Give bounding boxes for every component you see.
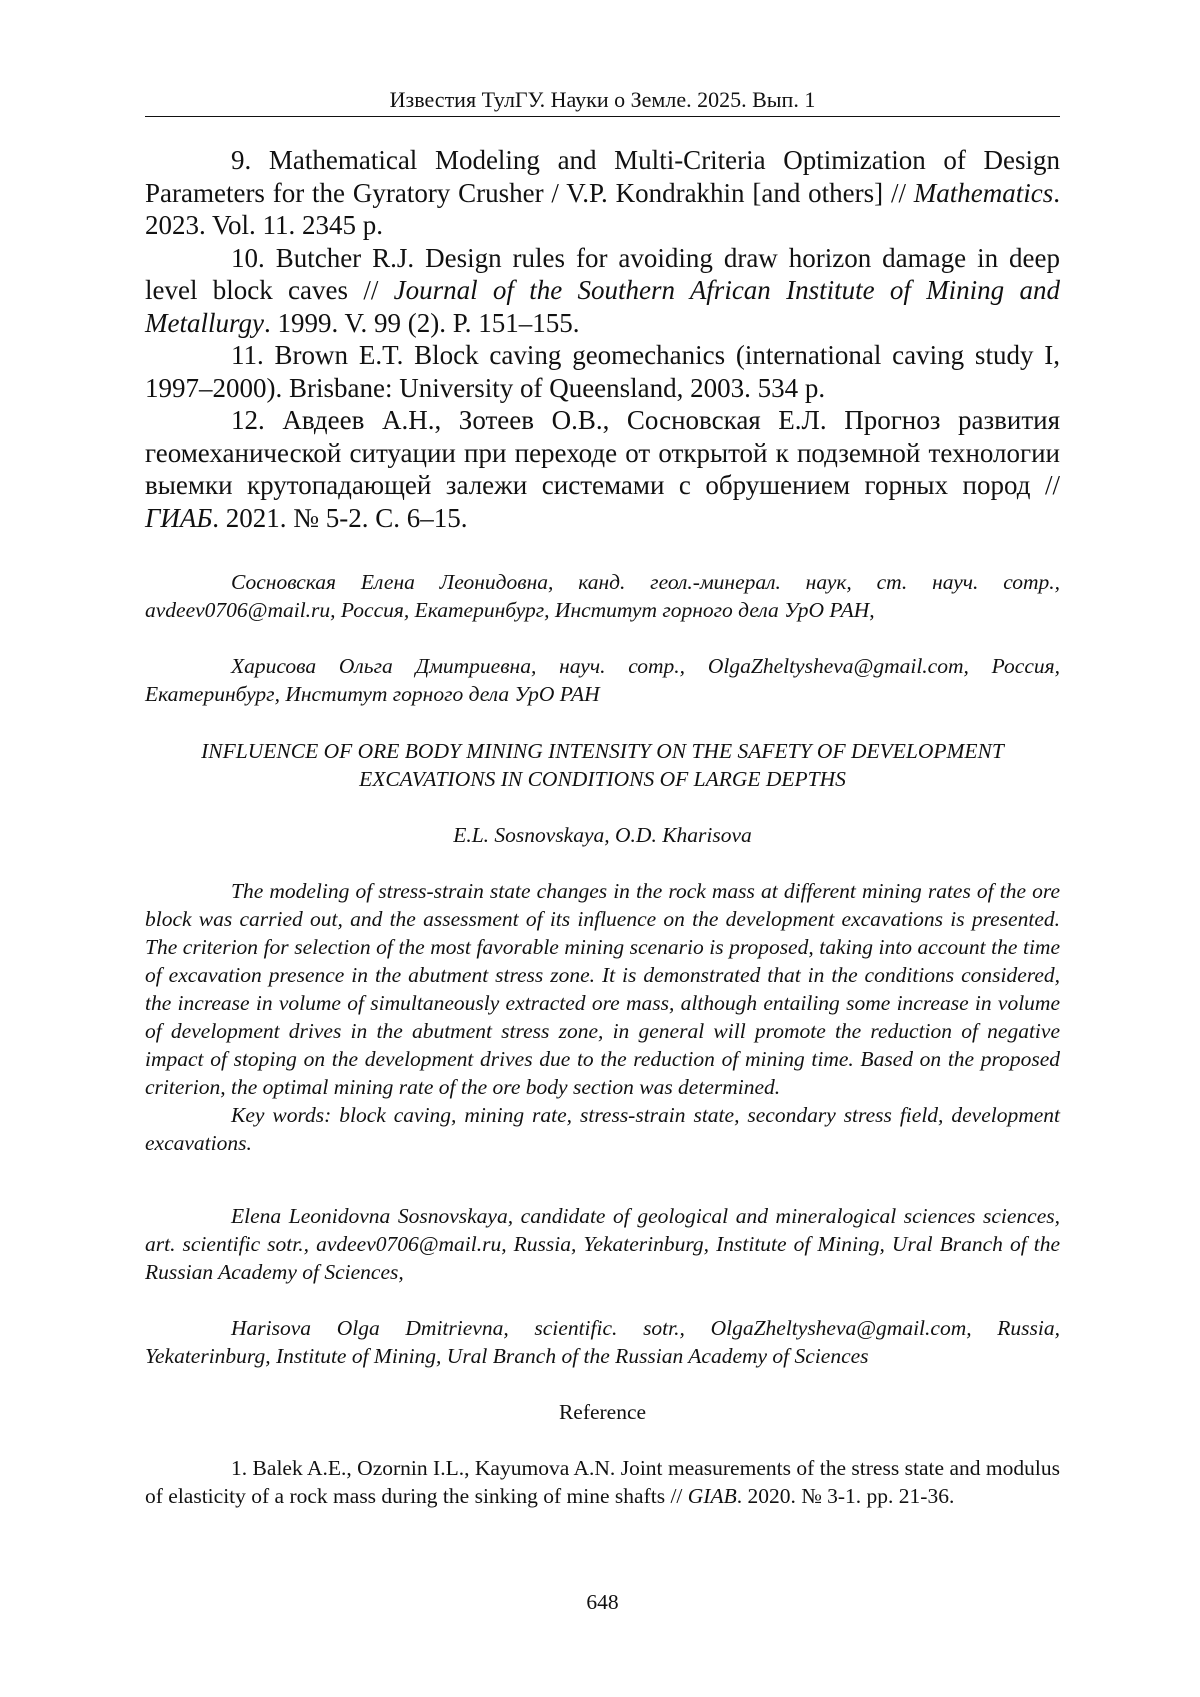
reference-details: . 2023. Vol. 11. 2345 p. — [145, 177, 1060, 240]
reference-list — [145, 1454, 1060, 1510]
reference-text: 1. Balek A.E., Ozornin I.L., Kayumova A.N. Joint measurements of the stress state and modulus of elasticity of a rock mass during the sinking of mine shafts // — [145, 1456, 1060, 1508]
affiliation-text: Elena Leonidovna Sosnovskaya, candidate of geological and mineralogical sciences sciences, art. scientific sotr., avdeev0706@mail.ru, Russia, Yekaterinburg, Institute of Mining, Ural Branch of the Russian Academy of Sciences, — [145, 1204, 1060, 1284]
reference-details: . 2021. № 5-2. С. 6–15. — [212, 502, 468, 533]
reference-text: 9. Mathematical Modeling and Multi-Criteria Optimization of Design Parameters for the Gyratory Crusher / V.P. Kondrakhin [and others] // — [145, 145, 1060, 208]
article-authors: E.L. Sosnovskaya, O.D. Kharisova — [453, 823, 752, 847]
abstract — [145, 877, 1060, 1157]
page-number: 648 — [586, 1590, 619, 1614]
reference-heading: Reference — [558, 1400, 647, 1424]
article-title-line: EXCAVATIONS IN CONDITIONS OF LARGE DEPTHS — [359, 767, 846, 791]
reference-details: . 2020. № 3-1. pp. 21-36. — [736, 1484, 955, 1508]
author-affiliation-ru-1 — [145, 568, 1060, 624]
affiliation-text: Сосновская Елена Леонидовна, канд. геол.-минерал. наук, ст. науч. сотр., avdeev0706@mail.ru, Россия, Екатеринбург, Институт горного дела УрО РАН, — [145, 570, 1060, 622]
article-title-line: INFLUENCE OF ORE BODY MINING INTENSITY ON THE SAFETY OF DEVELOPMENT — [201, 739, 1004, 763]
reference-item — [145, 1454, 1060, 1510]
reference-item — [145, 242, 1060, 340]
abstract-text: The modeling of stress-strain state changes in the rock mass at different mining rates of the ore block was carried out, and the assessment of its influence on the development excavations is presented. The criterion for selection of the most favorable mining scenario is proposed, taking into account the time of excavation presence in the abutment stress zone. It is demonstrated that in the conditions considered, the increase in volume of simultaneously extracted ore mass, although entailing some increase in volume of development drives in the abutment stress zone, in general will promote the reduction of negative impact of stoping on the development drives due to the reduction of mining time. Based on the proposed criterion, the optimal mining rate of the ore body section was determined. — [145, 879, 1060, 1099]
reference-details: . 1999. V. 99 (2). P. 151–155. — [263, 307, 580, 338]
reference-item — [145, 144, 1060, 242]
reference-journal: ГИАБ — [145, 502, 213, 533]
reference-item — [145, 339, 1060, 404]
affiliation-text: Харисова Ольга Дмитриевна, науч. сотр., OlgaZheltysheva@gmail.com, Россия, Екатеринбург, Институт горного дела УрО РАН — [145, 654, 1060, 706]
reference-journal: GIAB — [687, 1484, 737, 1508]
header-rule — [145, 116, 1060, 117]
article-title — [145, 737, 1060, 793]
author-affiliation-ru-2 — [145, 652, 1060, 708]
keywords: Key words: block caving, mining rate, stress-strain state, secondary stress field, development excavations. — [145, 1103, 1060, 1155]
reference-journal: Journal of the Southern African Institute of Mining and Metallurgy — [145, 275, 1060, 338]
affiliation-text: Harisova Olga Dmitrievna, scientific. sotr., OlgaZheltysheva@gmail.com, Russia, Yekaterinburg, Institute of Mining, Ural Branch of the Russian Academy of Sciences — [145, 1316, 1060, 1368]
reference-list-continued — [145, 144, 1060, 534]
reference-text: 10. Butcher R.J. Design rules for avoiding draw horizon damage in deep level block caves // — [145, 242, 1060, 305]
reference-item — [145, 404, 1060, 534]
reference-text: 12. Авдеев А.Н., Зотеев О.В., Сосновская Е.Л. Прогноз развития геомеханической ситуации при переходе от открытой к подземной технологии выемки крутопадающей залежи системами с обрушением горных пород // — [145, 405, 1060, 500]
author-affiliation-en-2 — [145, 1314, 1060, 1370]
author-affiliation-en-1 — [145, 1202, 1060, 1286]
reference-journal: Mathematics — [913, 177, 1054, 208]
running-header: Известия ТулГУ. Науки о Земле. 2025. Вып. 1 — [389, 87, 816, 112]
reference-text: 11. Brown E.T. Block caving geomechanics (international caving study I, 1997–2000). Brisbane: University of Queensland, 2003. 534 p. — [145, 340, 1060, 403]
